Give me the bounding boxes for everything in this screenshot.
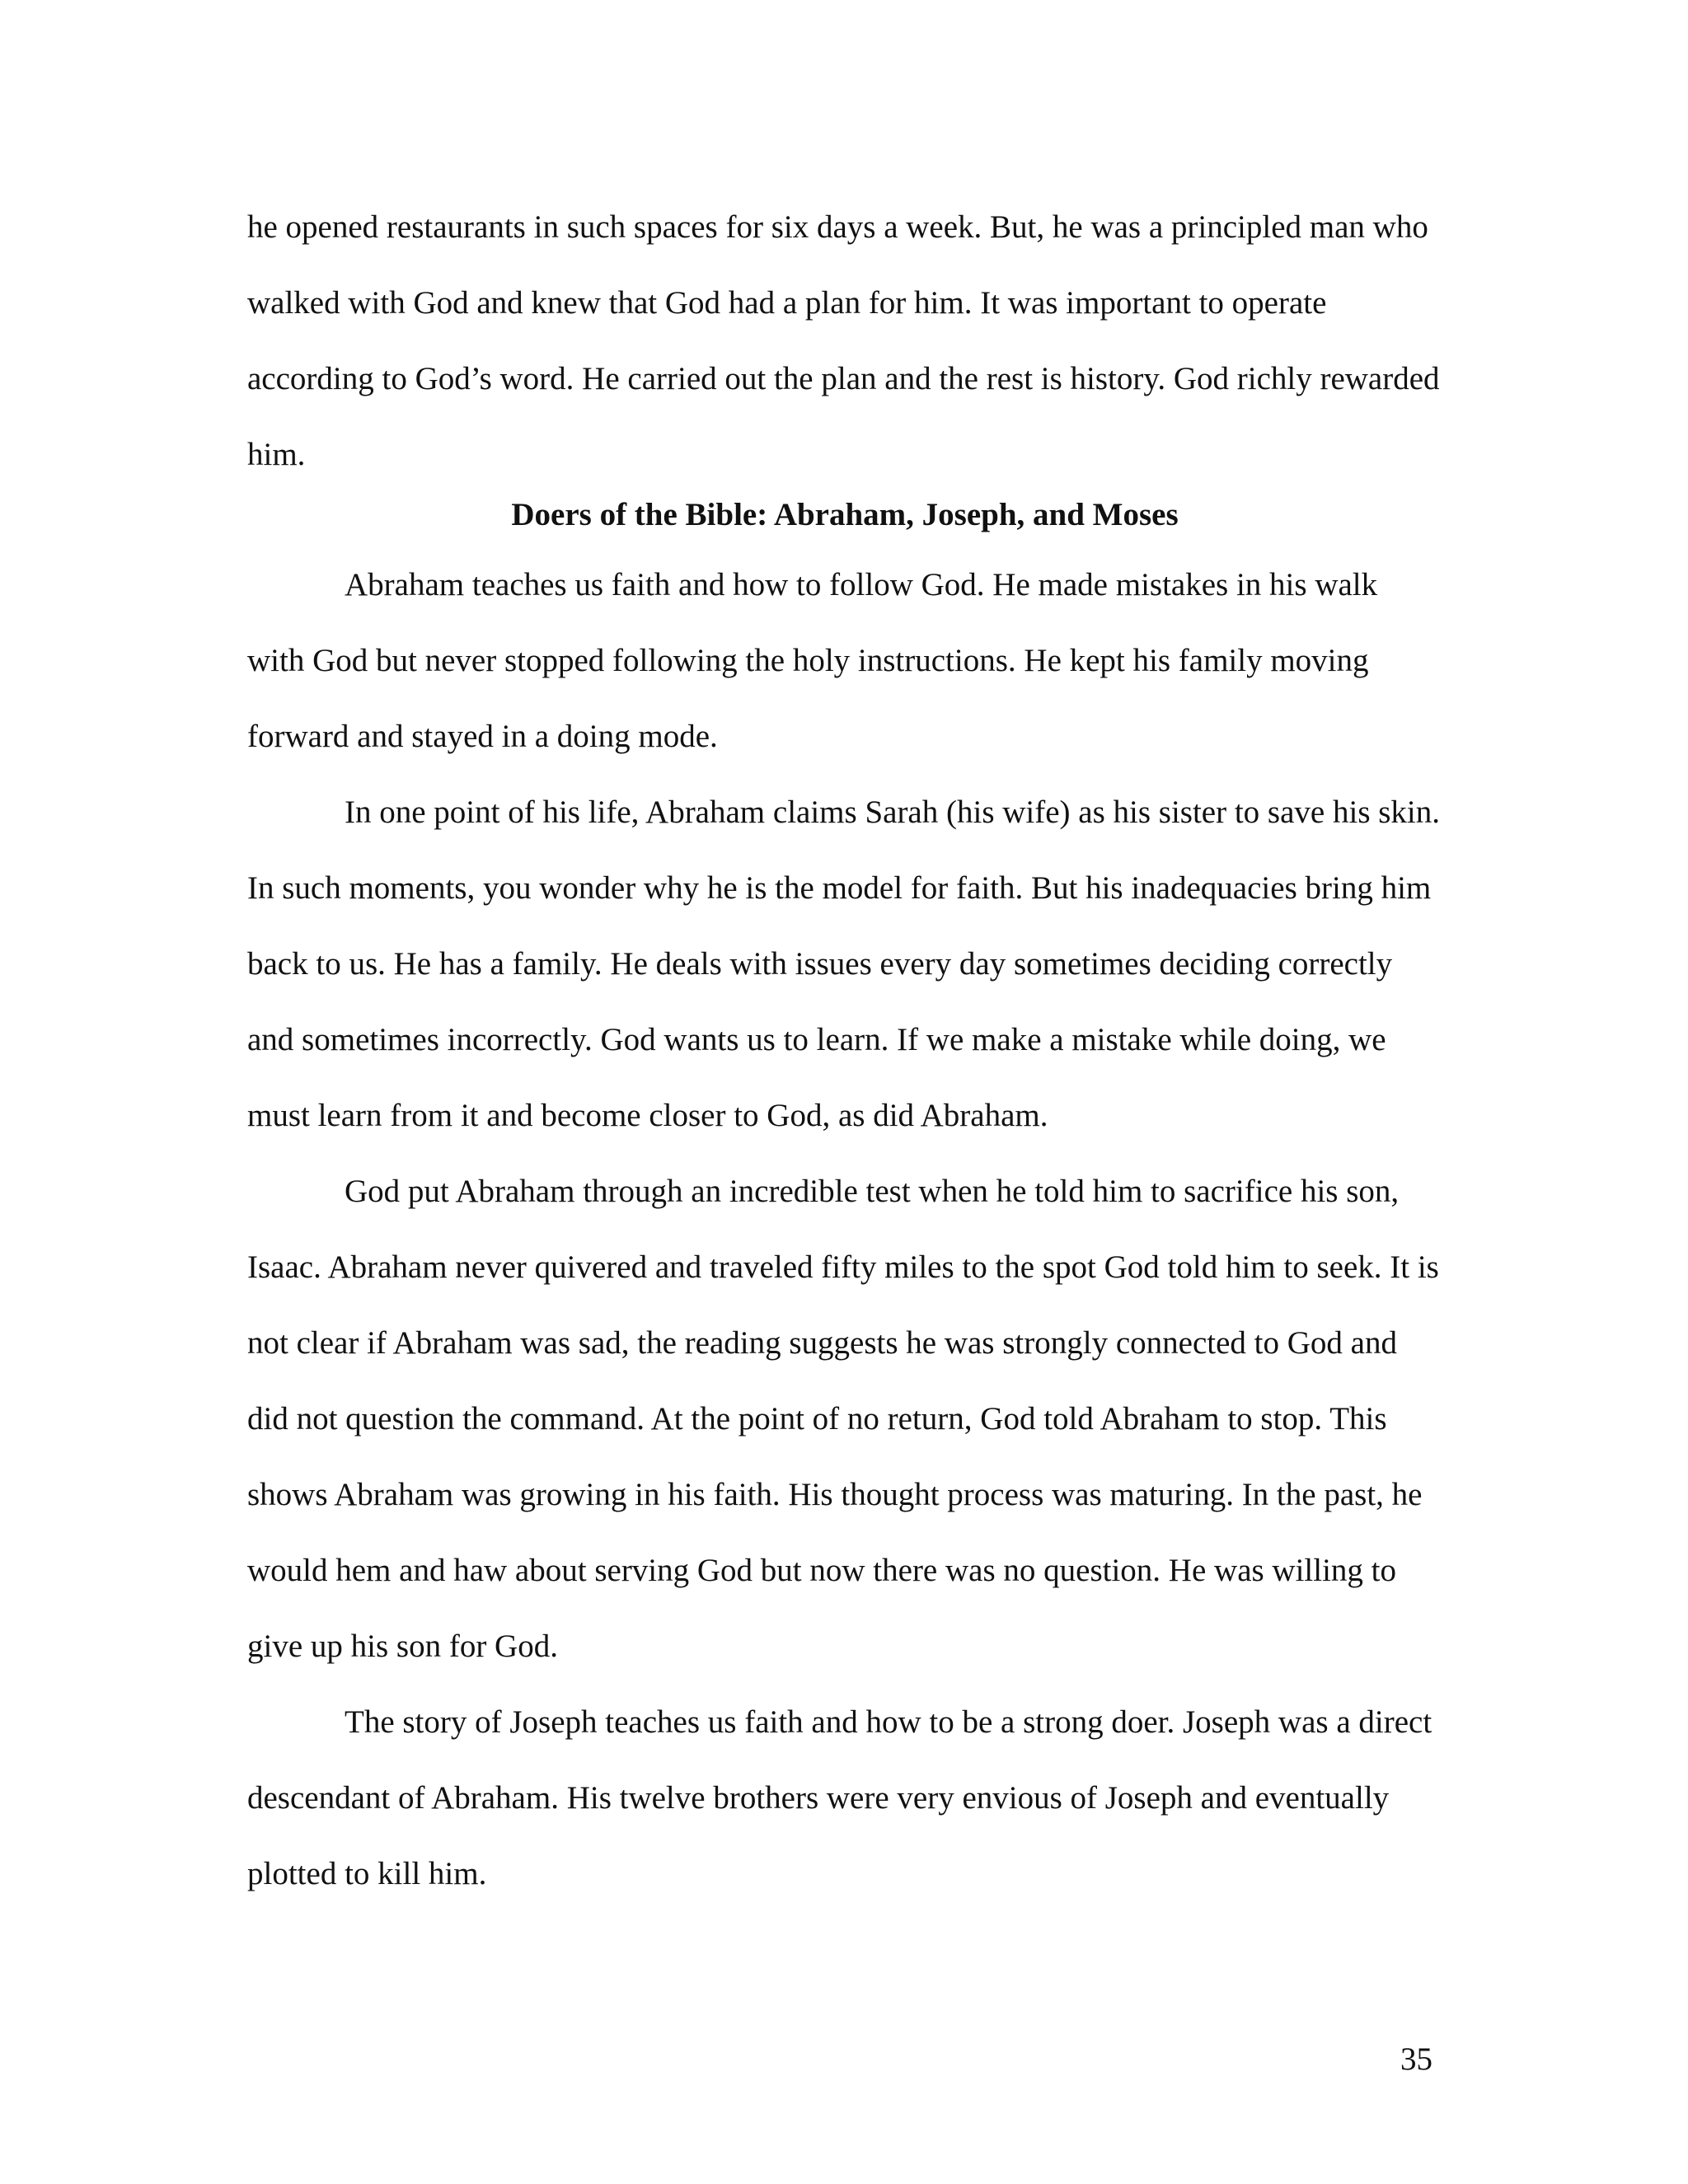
paragraph-abraham-isaac: God put Abraham through an incredible test when he told him to sacrifice his son, Isaac. Abraham never quivered and traveled fifty miles to the spot God told him to seek. It is not clear if Abraham was sad, the reading suggests he was strongly connected to God and did not question the command. At the point of no return, God told Abraham to stop. This shows Abraham was growing in his faith. His thought process was maturing. In the past, he would hem and haw about serving God but now there was no question. He was willing to give up his son for God.: [247, 1174, 1439, 1664]
paragraph-abraham-sarah: In one point of his life, Abraham claims Sarah (his wife) as his sister to save his skin. In such moments, you wonder why he is the model for faith. But his inadequacies bring him back to us. He has a family. He deals with issues every day sometimes deciding correctly and sometimes incorrectly. God wants us to learn. If we make a mistake while doing, we must learn from it and become closer to God, as did Abraham.: [247, 794, 1441, 1133]
section-heading: Doers of the Bible: Abraham, Joseph, and Moses: [511, 497, 1179, 532]
paragraph-continued: he opened restaurants in such spaces for six days a week. But, he was a principled man who walked with God and knew that God had a plan for him. It was important to operate according to God’s word. He carried out the plan and the rest is history. God richly rewarded him.: [247, 209, 1440, 472]
paragraph-joseph: The story of Joseph teaches us faith and how to be a strong doer. Joseph was a direct descendant of Abraham. His twelve brothers were very envious of Joseph and eventually plotted to kill him.: [247, 1704, 1432, 1891]
page-number: 35: [1400, 2041, 1432, 2077]
text-column: [247, 190, 1442, 1912]
paragraph-abraham-faith: Abraham teaches us faith and how to follow God. He made mistakes in his walk with God but never stopped following the holy instructions. He kept his family moving forward and stayed in a doing mode.: [247, 567, 1378, 754]
